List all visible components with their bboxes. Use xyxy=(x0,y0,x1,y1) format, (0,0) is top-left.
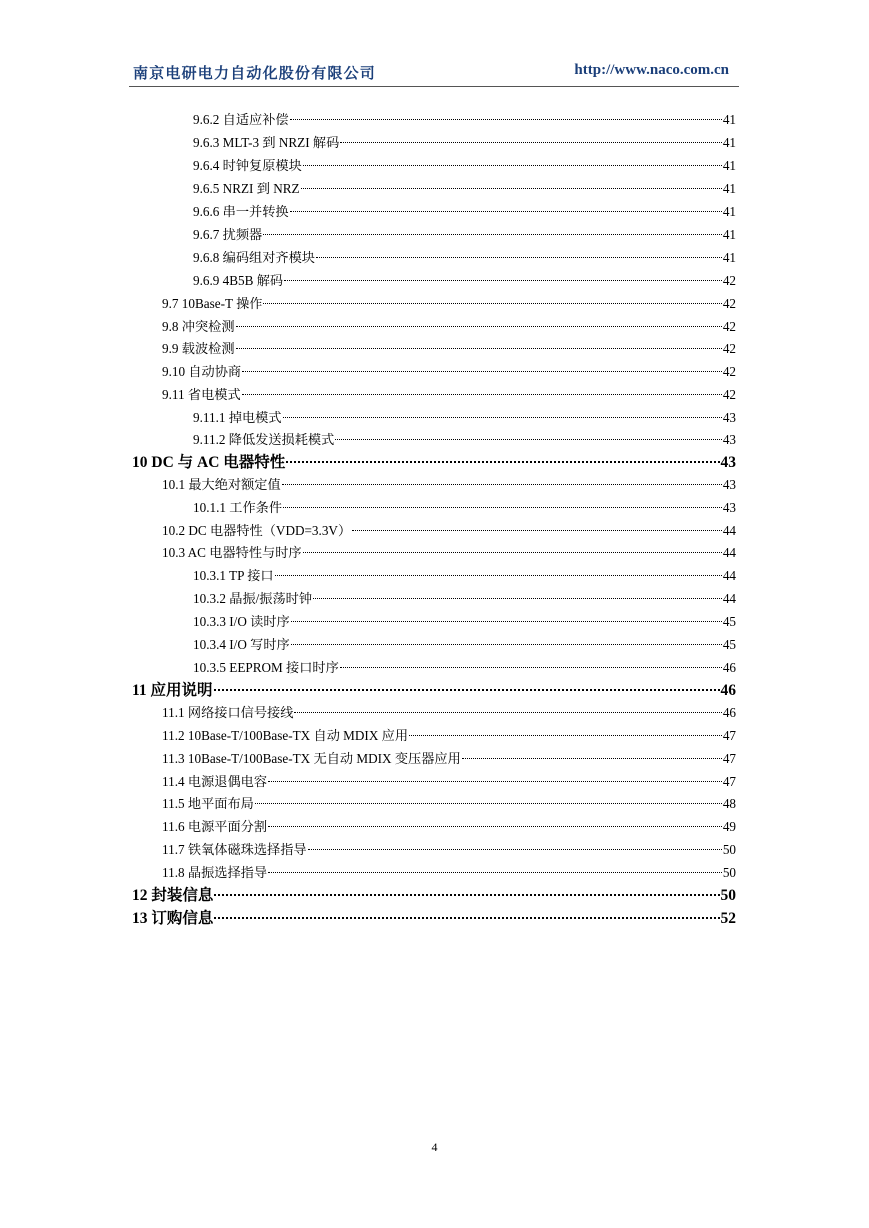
toc-entry-page: 41 xyxy=(722,204,736,219)
toc-entry-title: 10.2 DC 电器特性（VDD=3.3V） xyxy=(162,523,352,538)
toc-leader-dots xyxy=(290,105,722,120)
toc-entry-page: 43 xyxy=(722,477,736,492)
toc-entry-title: 11.6 电源平面分割 xyxy=(162,819,268,834)
toc-leader-dots xyxy=(290,197,722,212)
toc-leader-dots xyxy=(409,721,722,736)
toc-entry[interactable] xyxy=(193,109,736,127)
toc-leader-dots xyxy=(335,425,722,440)
toc-entry-page: 41 xyxy=(722,158,736,173)
toc-entry-page: 42 xyxy=(722,364,736,379)
toc-entry-title: 9.9 载波检测 xyxy=(162,341,235,356)
toc-entry-page: 48 xyxy=(722,796,736,811)
toc-entry-page: 50 xyxy=(720,887,736,904)
toc-entry-page: 44 xyxy=(722,545,736,560)
toc-entry-title: 9.7 10Base-T 操作 xyxy=(162,296,263,311)
toc-entry-page: 41 xyxy=(722,112,736,127)
toc-entry-title: 10.3.4 I/O 写时序 xyxy=(193,637,290,652)
toc-leader-dots xyxy=(242,357,722,372)
toc-entry-page: 41 xyxy=(722,181,736,196)
toc-entry-title: 10.3.2 晶振/振荡时钟 xyxy=(193,591,313,606)
toc-entry-page: 42 xyxy=(722,273,736,288)
toc-leader-dots xyxy=(352,516,722,531)
toc-entry[interactable] xyxy=(193,429,736,447)
toc-entry[interactable] xyxy=(162,293,736,311)
toc-entry[interactable] xyxy=(162,338,736,356)
toc-entry-page: 43 xyxy=(722,432,736,447)
toc-leader-dots xyxy=(214,903,719,919)
toc-entry[interactable] xyxy=(193,224,736,242)
page-header xyxy=(129,62,739,86)
toc-entry-page: 47 xyxy=(722,751,736,766)
toc-entry-title: 11.7 铁氧体磁珠选择指导 xyxy=(162,842,307,857)
toc-entry-title: 9.6.3 MLT-3 到 NRZI 解码 xyxy=(193,135,340,150)
toc-entry-title: 9.11 省电模式 xyxy=(162,387,241,402)
toc-entry-page: 43 xyxy=(720,454,736,471)
toc-leader-dots xyxy=(303,151,722,166)
toc-entry-title: 13 订购信息 xyxy=(132,910,214,927)
toc-entry-title: 9.6.4 时钟复原模块 xyxy=(193,158,302,173)
toc-leader-dots xyxy=(340,128,722,143)
toc-entry-page: 45 xyxy=(722,614,736,629)
toc-entry-title: 11.3 10Base-T/100Base-TX 无自动 MDIX 变压器应用 xyxy=(162,751,461,766)
toc-entry-page: 47 xyxy=(722,728,736,743)
toc-entry-title: 11.5 地平面布局 xyxy=(162,796,254,811)
toc-leader-dots xyxy=(286,447,719,463)
toc-entry[interactable] xyxy=(162,520,736,538)
toc-entry-title: 9.11.1 掉电模式 xyxy=(193,410,282,425)
toc-leader-dots xyxy=(294,698,721,713)
toc-entry[interactable] xyxy=(162,316,736,334)
toc-entry[interactable] xyxy=(162,474,736,492)
toc-entry[interactable] xyxy=(162,816,736,834)
toc-entry[interactable] xyxy=(193,611,736,629)
toc-entry-title: 9.6.9 4B5B 解码 xyxy=(193,273,284,288)
toc-entry[interactable] xyxy=(162,702,736,720)
toc-entry-title: 11.2 10Base-T/100Base-TX 自动 MDIX 应用 xyxy=(162,728,409,743)
toc-entry-title: 9.8 冲突检测 xyxy=(162,319,235,334)
toc-entry-title: 11.1 网络接口信号接线 xyxy=(162,705,294,720)
toc-entry-title: 11.8 晶振选择指导 xyxy=(162,865,268,880)
toc-entry-title: 9.6.2 自适应补偿 xyxy=(193,112,289,127)
toc-leader-dots xyxy=(268,812,722,827)
toc-entry[interactable] xyxy=(132,451,736,469)
toc-entry-page: 41 xyxy=(722,227,736,242)
toc-entry-page: 52 xyxy=(720,910,736,927)
toc-entry[interactable] xyxy=(162,384,736,402)
toc-leader-dots xyxy=(283,493,722,508)
toc-entry[interactable] xyxy=(162,748,736,766)
toc-entry-page: 47 xyxy=(722,774,736,789)
toc-entry-title: 10.1.1 工作条件 xyxy=(193,500,283,515)
toc-entry-page: 50 xyxy=(722,865,736,880)
toc-leader-dots xyxy=(214,880,719,896)
toc-entry-page: 43 xyxy=(722,410,736,425)
toc-leader-dots xyxy=(340,653,722,668)
toc-entry-title: 10.3.5 EEPROM 接口时序 xyxy=(193,660,339,675)
toc-entry-title: 11 应用说明 xyxy=(132,682,213,699)
toc-entry-page: 44 xyxy=(722,523,736,538)
toc-entry[interactable] xyxy=(193,178,736,196)
toc-leader-dots xyxy=(283,403,722,418)
company-name: 南京电研电力自动化股份有限公司 xyxy=(133,64,377,82)
toc-leader-dots xyxy=(263,289,721,304)
toc-entry-page: 42 xyxy=(722,341,736,356)
toc-entry[interactable] xyxy=(193,201,736,219)
toc-leader-dots xyxy=(263,220,722,235)
toc-entry-title: 9.10 自动协商 xyxy=(162,364,242,379)
toc-leader-dots xyxy=(275,561,722,576)
toc-entry[interactable] xyxy=(162,361,736,379)
toc-entry-page: 42 xyxy=(722,387,736,402)
toc-entry[interactable] xyxy=(132,907,736,925)
toc-leader-dots xyxy=(255,789,722,804)
toc-entry-page: 46 xyxy=(722,660,736,675)
toc-leader-dots xyxy=(284,266,722,281)
toc-leader-dots xyxy=(236,334,722,349)
header-divider xyxy=(129,86,739,87)
toc-entry[interactable] xyxy=(162,839,736,857)
toc-entry[interactable] xyxy=(132,884,736,902)
toc-leader-dots xyxy=(291,630,722,645)
toc-entry-page: 50 xyxy=(722,842,736,857)
toc-leader-dots xyxy=(282,470,722,485)
toc-entry-title: 10 DC 与 AC 电器特性 xyxy=(132,454,286,471)
toc-entry-title: 10.3 AC 电器特性与时序 xyxy=(162,545,302,560)
toc-entry[interactable] xyxy=(132,679,736,697)
toc-entry-title: 9.6.7 扰频器 xyxy=(193,227,263,242)
toc-leader-dots xyxy=(316,243,722,258)
toc-entry[interactable] xyxy=(193,634,736,652)
toc-entry[interactable] xyxy=(193,588,736,606)
toc-leader-dots xyxy=(313,584,722,599)
toc-entry-title: 11.4 电源退偶电容 xyxy=(162,774,268,789)
toc-entry[interactable] xyxy=(162,725,736,743)
toc-entry-page: 41 xyxy=(722,250,736,265)
toc-entry[interactable] xyxy=(193,497,736,515)
toc-entry-title: 12 封装信息 xyxy=(132,887,214,904)
toc-leader-dots xyxy=(291,607,722,622)
company-url[interactable]: http://www.naco.com.cn xyxy=(574,62,729,78)
toc-entry-page: 44 xyxy=(722,591,736,606)
toc-entry[interactable] xyxy=(193,657,736,675)
toc-leader-dots xyxy=(462,744,722,759)
toc-entry-page: 41 xyxy=(722,135,736,150)
toc-entry[interactable] xyxy=(193,565,736,583)
toc-entry[interactable] xyxy=(162,862,736,880)
toc-entry[interactable] xyxy=(193,247,736,265)
toc-leader-dots xyxy=(268,767,722,782)
toc-entry-title: 9.6.8 编码组对齐模块 xyxy=(193,250,315,265)
toc-entry-page: 42 xyxy=(722,319,736,334)
toc-entry[interactable] xyxy=(193,132,736,150)
toc-entry-title: 9.6.6 串一并转换 xyxy=(193,204,289,219)
toc-entry-page: 44 xyxy=(722,568,736,583)
toc-entry[interactable] xyxy=(162,793,736,811)
toc-entry-title: 10.1 最大绝对额定值 xyxy=(162,477,281,492)
toc-entry-title: 9.6.5 NRZI 到 NRZ xyxy=(193,181,300,196)
toc-leader-dots xyxy=(236,312,722,327)
toc-entry-title: 10.3.1 TP 接口 xyxy=(193,568,274,583)
toc-entry-page: 45 xyxy=(722,637,736,652)
toc-entry-page: 46 xyxy=(720,682,736,699)
toc-leader-dots xyxy=(268,858,722,873)
toc-leader-dots xyxy=(242,380,722,395)
toc-entry-page: 42 xyxy=(722,296,736,311)
toc-entry-page: 49 xyxy=(722,819,736,834)
toc-entry-page: 46 xyxy=(722,705,736,720)
page-number: 4 xyxy=(431,1140,438,1154)
toc-entry[interactable] xyxy=(193,407,736,425)
toc-entry[interactable] xyxy=(193,270,736,288)
toc-entry[interactable] xyxy=(162,771,736,789)
toc-entry-page: 43 xyxy=(722,500,736,515)
toc-leader-dots xyxy=(303,538,722,553)
toc-entry-title: 10.3.3 I/O 读时序 xyxy=(193,614,290,629)
toc-leader-dots xyxy=(214,675,720,691)
toc-entry-title: 9.11.2 降低发送损耗模式 xyxy=(193,432,335,447)
toc-leader-dots xyxy=(301,174,722,189)
toc-entry[interactable] xyxy=(193,155,736,173)
toc-leader-dots xyxy=(308,835,722,850)
toc-entry[interactable] xyxy=(162,542,736,560)
